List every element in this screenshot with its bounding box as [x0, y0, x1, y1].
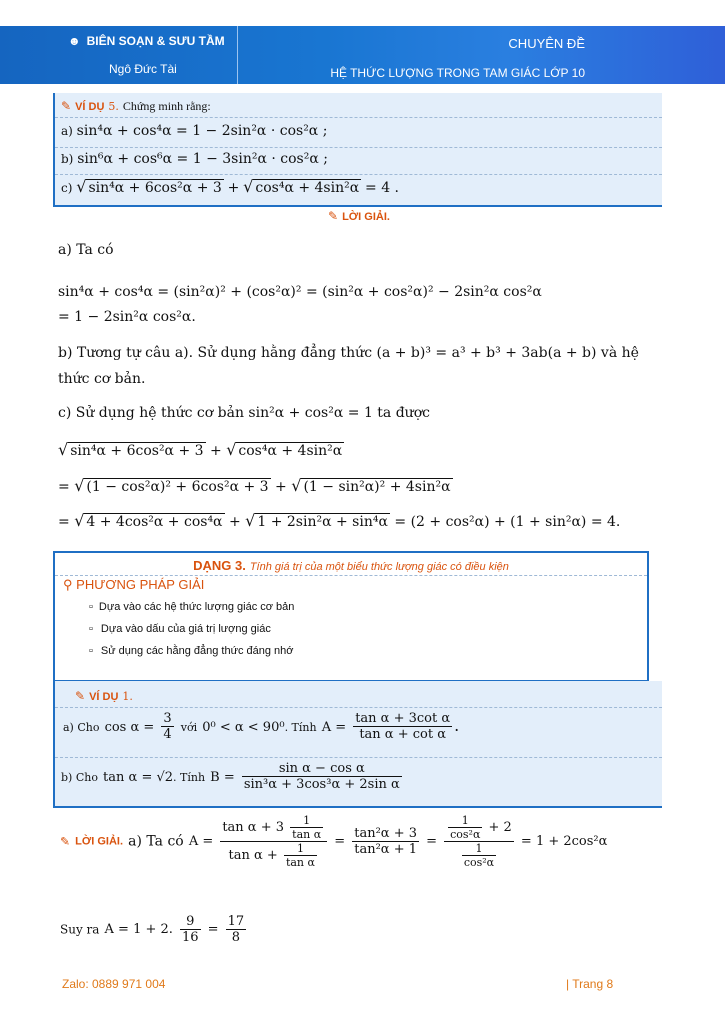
- list-item: ▫ Dựa vào dấu của giá trị lượng giác: [89, 623, 271, 635]
- solution5-a-line1: sin⁴α + cos⁴α = (sin²α)² + (cos²α)² = (sin²α + cos²α)² − 2sin²α cos²α: [58, 284, 542, 300]
- solution1: ✎ LỜI GIẢI. a) Ta có A = tan α + 3 $\frac{1}{\text{tan α}}$ tan α + $\frac{1}{\text{tan α}}$ = $\frac{\text{tan²α + 3}}{\text{tan²α + 1}}$ = $\frac{1}{\text{cos²α}}$ + 2 $\frac{1}{\text{cos²α}}$ = 1 + 2cos²α: [60, 814, 608, 869]
- bullet-icon: ▫: [89, 601, 93, 613]
- edit-icon: ✎: [328, 209, 339, 223]
- header-right-title: CHUYÊN ĐỀ: [508, 36, 585, 51]
- example5-a: a) sin⁴α + cos⁴α = 1 − 2sin²α · cos²α ;: [61, 123, 328, 139]
- example5-box: [53, 93, 662, 207]
- solution1-final: Suy ra A = 1 + 2. $\frac{9}{16}$ = $\frac{17}{8}$: [60, 914, 245, 945]
- header-right-subtitle: HỆ THỨC LƯỢNG TRONG TAM GIÁC LỚP 10: [330, 66, 585, 80]
- example1-b: b) Cho tan α = √2. Tính B = $\frac{\text{sin α − cos α}}{\text{sin³α + 3cos³α + 2sin α}}$: [61, 761, 400, 792]
- example5-c: c) √ sin⁴α + 6cos²α + 3 + √ cos⁴α + 4sin²α = 4 .: [61, 177, 400, 196]
- example1-a: a) Cho cos α = $\frac{3}{4}$ với 0⁰ < α < 90⁰. Tính A = $\frac{\text{tan α + 3cot α}}{\text{tan α + cot α}}$ .: [63, 711, 460, 742]
- list-item: ▫ Dựa vào các hệ thức lượng giác cơ bản: [89, 601, 295, 613]
- page-header: [0, 26, 725, 84]
- header-author: Ngô Đức Tài: [109, 62, 177, 76]
- solution5-heading: ✎ LỜI GIẢI.: [328, 209, 390, 223]
- solution5-c-intro: c) Sử dụng hệ thức cơ bản sin²α + cos²α = 1 ta được: [58, 405, 430, 421]
- lightbulb-icon: ⚲: [63, 577, 73, 592]
- solution5-b-line1: b) Tương tự câu a). Sử dụng hằng đẳng thức (a + b)³ = a³ + b³ + 3ab(a + b) và hệ: [58, 345, 639, 361]
- divider: [55, 117, 662, 118]
- solution5-c-line1: √ sin⁴α + 6cos²α + 3 + √ cos⁴α + 4sin²α: [58, 440, 343, 459]
- example1-heading: ✎ VÍ DỤ 1.: [75, 689, 133, 703]
- example-prompt: Chứng minh rằng:: [122, 99, 211, 113]
- solution5-a-line2: = 1 − 2sin²α cos²α.: [58, 309, 196, 325]
- divider: [55, 707, 662, 708]
- header-divider: [237, 26, 238, 84]
- solution5-c-line3: = √ 4 + 4cos²α + cos⁴α + √ 1 + 2sin²α + sin⁴α = (2 + cos²α) + (1 + sin²α) = 4.: [58, 511, 621, 530]
- method-heading: ⚲ PHƯƠNG PHÁP GIẢI: [63, 577, 205, 592]
- solution5-b-line2: thức cơ bản.: [58, 371, 146, 387]
- dang3-box: [53, 551, 649, 682]
- solution5-c-line2: = √ (1 − cos²α)² + 6cos²α + 3 + √ (1 − sin²α)² + 4sin²α: [58, 476, 451, 495]
- list-item: ▫ Sử dụng các hằng đẳng thức đáng nhớ: [89, 645, 294, 657]
- header-left-title: ☻ BIÊN SOẠN & SƯU TẦM: [68, 34, 225, 48]
- example-number: 5.: [108, 100, 119, 113]
- pencil-icon: ✎: [61, 99, 72, 113]
- divider: [55, 757, 662, 758]
- footer-page-number: | Trang 8: [566, 977, 614, 991]
- users-icon: ☻: [68, 34, 81, 48]
- solution5-a-intro: a) Ta có: [58, 242, 114, 258]
- edit-icon: ✎: [60, 834, 71, 849]
- divider: [55, 147, 662, 148]
- divider: [55, 174, 662, 175]
- example5-heading: [61, 97, 211, 115]
- divider: [55, 575, 647, 576]
- pencil-icon: ✎: [75, 689, 86, 703]
- bullet-icon: ▫: [89, 623, 93, 635]
- example1-box: [53, 681, 662, 808]
- footer-zalo: Zalo: 0889 971 004: [62, 977, 166, 991]
- example5-b: b) sin⁶α + cos⁶α = 1 − 3sin²α · cos²α ;: [61, 151, 328, 167]
- bullet-icon: ▫: [89, 645, 93, 657]
- dang3-title: DẠNG 3. Tính giá trị của một biểu thức lượng giác có điều kiện: [193, 558, 509, 573]
- example-label: VÍ DỤ: [75, 101, 105, 113]
